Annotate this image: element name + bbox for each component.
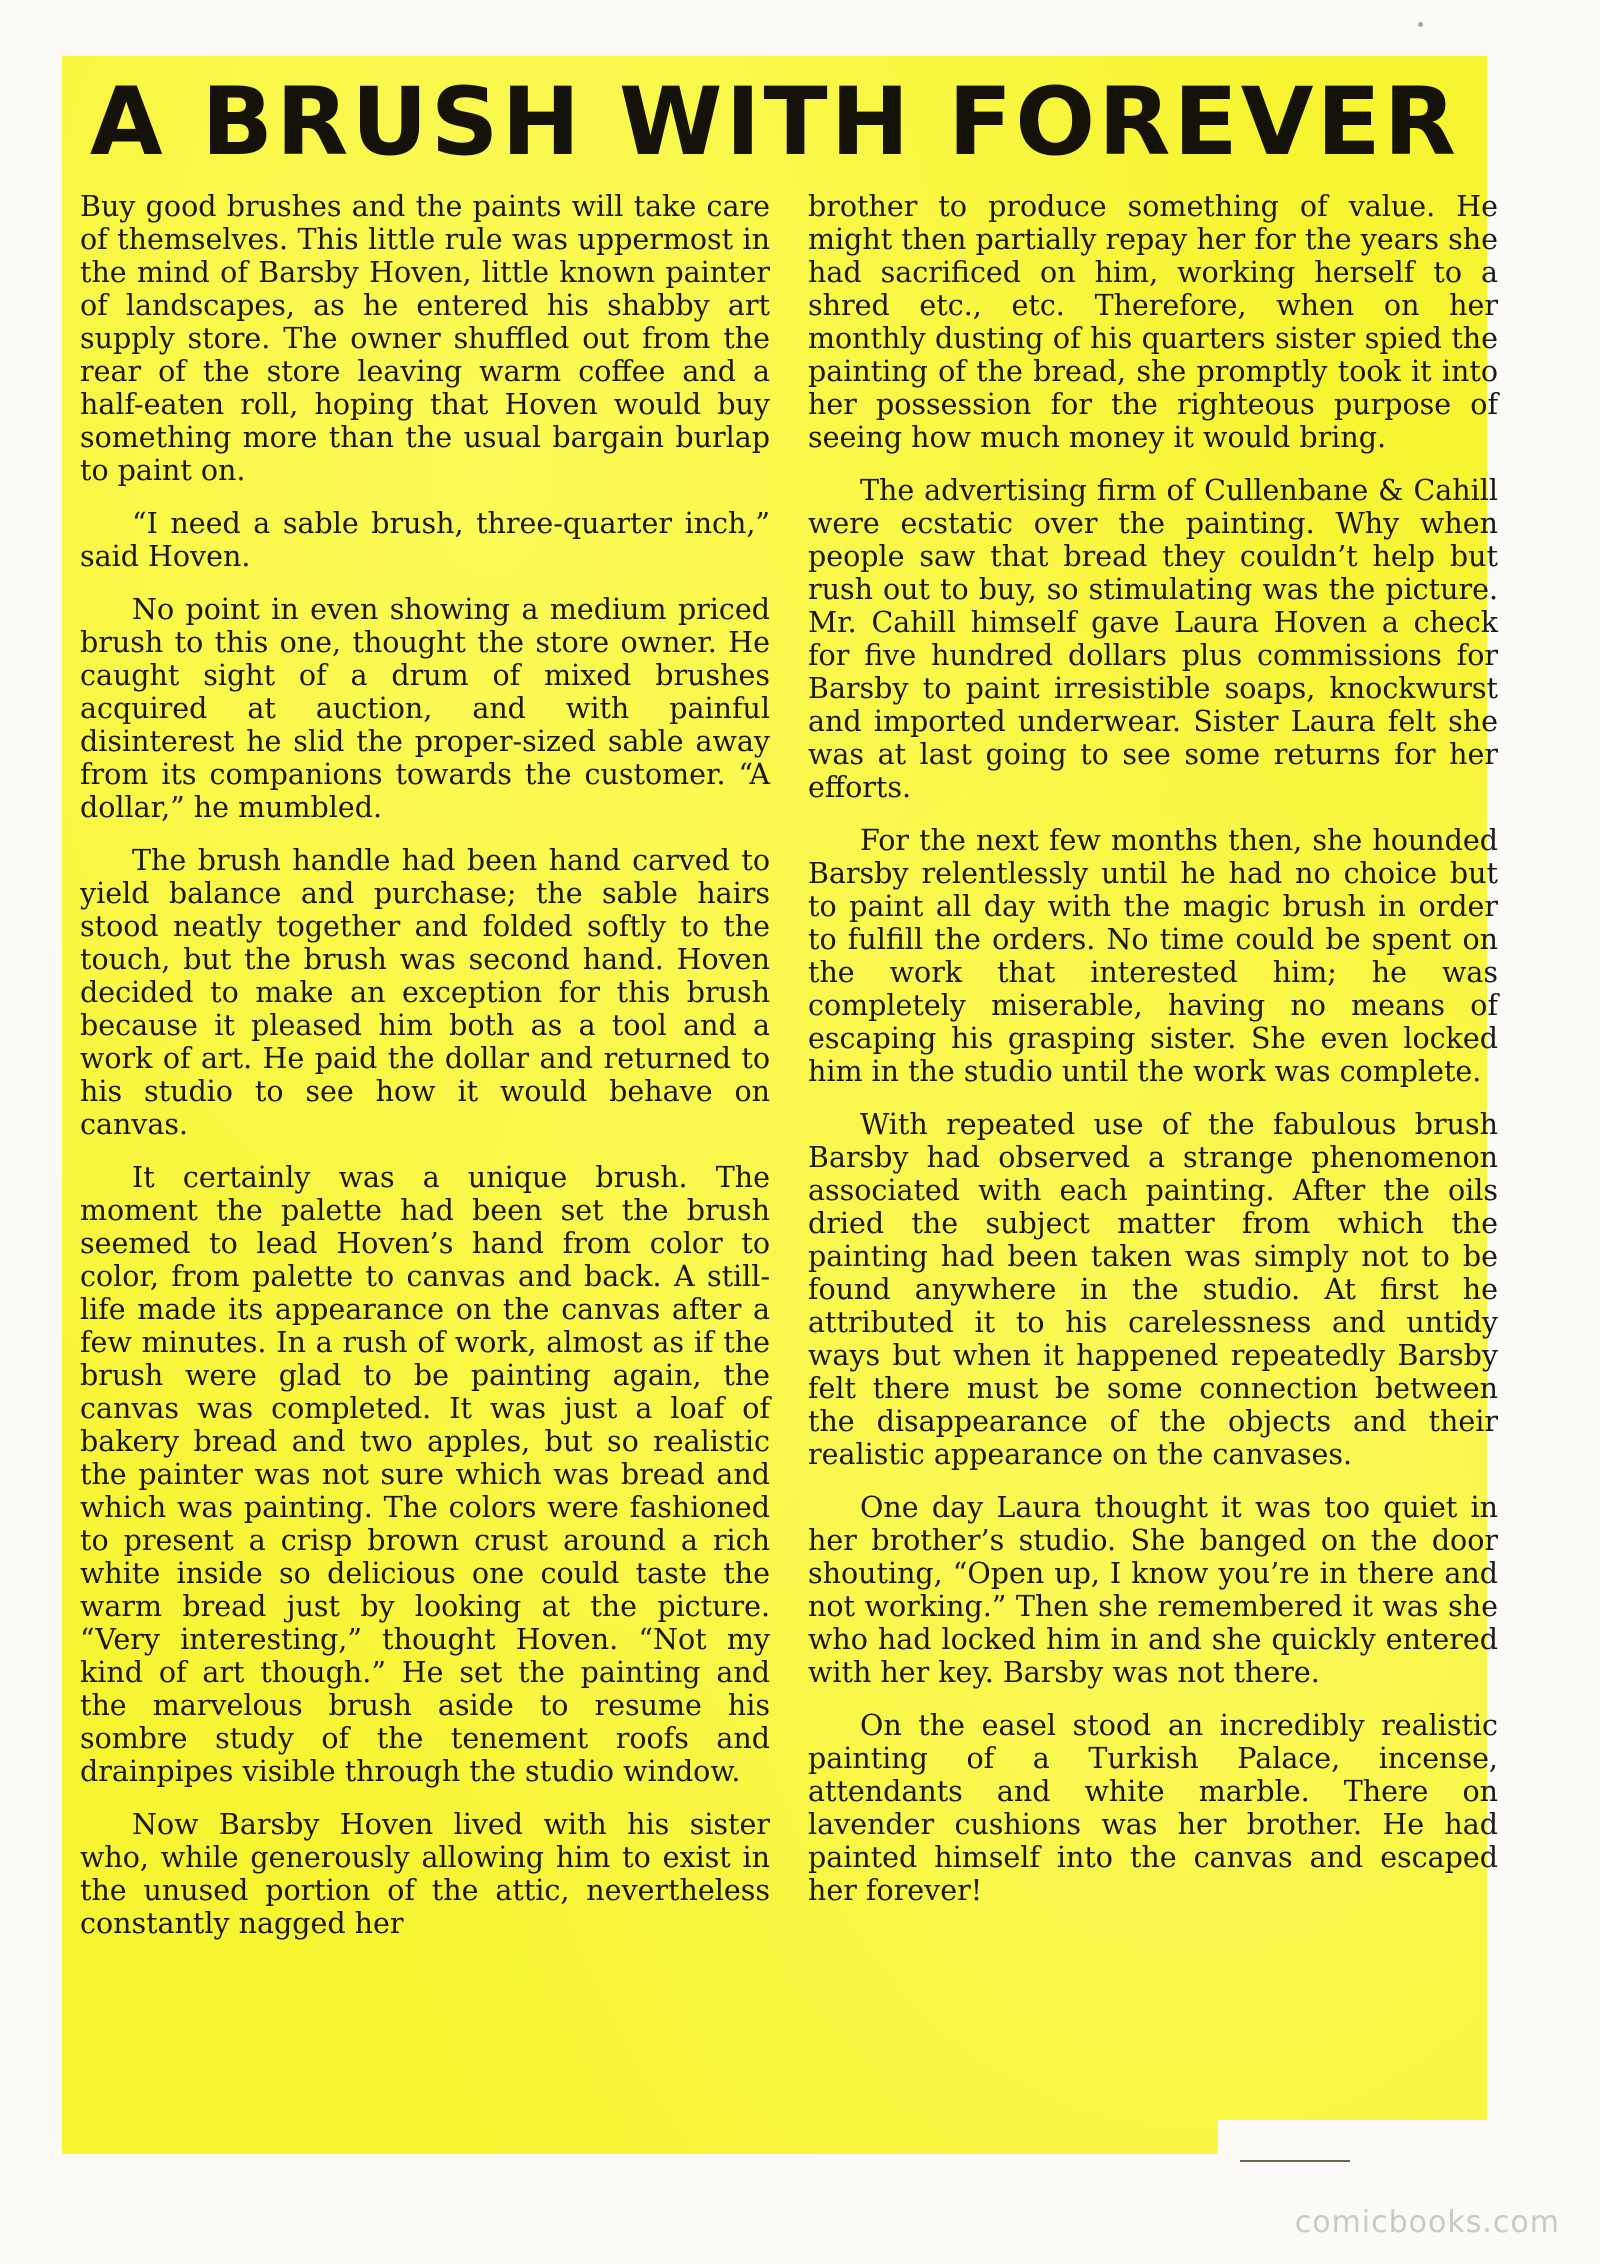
panel-notch xyxy=(1218,2120,1487,2160)
left-column xyxy=(80,190,770,1960)
story-title: A BRUSH WITH FOREVER xyxy=(89,67,1460,177)
paragraph: brother to produce something of value. He might then partially repay her for the years she had sacrificed on him, working herself to a shred etc., etc. Therefore, when on her monthly dusting of his quarters sister spied the painting of the bread, she promptly took it into her possession for the righteous purpose of seeing how much money it would bring. xyxy=(808,190,1498,454)
paragraph: One day Laura thought it was too quiet in her brother’s studio. She banged on the door shouting, “Open up, I know you’re in there and not working.” Then she remembered it was she who had locked him in and she quickly entered with her key. Barsby was not there. xyxy=(808,1491,1498,1689)
paragraph: For the next few months then, she hounded Barsby relentlessly until he had no choice but to paint all day with the magic brush in order to fulfill the orders. No time could be spent on the work that interested him; he was completely miserable, having no means of escaping his grasping sister. She even locked him in the studio until the work was complete. xyxy=(808,824,1498,1088)
site-watermark: comicbooks.com xyxy=(1294,2205,1560,2240)
corner-mark xyxy=(1418,22,1423,27)
end-rule xyxy=(1240,2160,1350,2162)
paragraph: It certainly was a unique brush. The moment the palette had been set the brush seemed to lead Hoven’s hand from color to color, from palette to canvas and back. A still-life made its appearance on the canvas after a few minutes. In a rush of work, almost as if the brush were glad to be painting again, the canvas was completed. It was just a loaf of bakery bread and two apples, but so realistic the painter was not sure which was bread and which was painting. The colors were fashioned to present a crisp brown crust around a rich white inside so delicious one could taste the warm bread just by looking at the picture. “Very interesting,” thought Hoven. “Not my kind of art though.” He set the painting and the marvelous brush aside to resume his sombre study of the tenement roofs and drainpipes visible through the studio window. xyxy=(80,1161,770,1788)
paragraph: Buy good brushes and the paints will take care of themselves. This little rule was uppermost in the mind of Barsby Hoven, little known painter of landscapes, as he entered his shabby art supply store. The owner shuffled out from the rear of the store leaving warm coffee and a half-eaten roll, hoping that Hoven would buy something more than the usual bargain burlap to paint on. xyxy=(80,190,770,487)
paragraph: The advertising firm of Cullenbane & Cahill were ecstatic over the painting. Why when people saw that bread they couldn’t help but rush out to buy, so stimulating was the picture. Mr. Cahill himself gave Laura Hoven a check for five hundred dollars plus commissions for Barsby to paint irresistible soaps, knockwurst and imported underwear. Sister Laura felt she was at last going to see some returns for her efforts. xyxy=(808,474,1498,804)
paragraph: “I need a sable brush, three-quarter inch,” said Hoven. xyxy=(80,507,770,573)
paragraph: On the easel stood an incredibly realistic painting of a Turkish Palace, incense, attendants and white marble. There on lavender cushions was her brother. He had painted himself into the canvas and escaped her forever! xyxy=(808,1709,1498,1907)
paragraph: No point in even showing a medium priced brush to this one, thought the store owner. He caught sight of a drum of mixed brushes acquired at auction, and with painful disinterest he slid the proper-sized sable away from its companions towards the customer. “A dollar,” he mumbled. xyxy=(80,593,770,824)
paragraph: With repeated use of the fabulous brush Barsby had observed a strange phenomenon associated with each painting. After the oils dried the subject matter from which the painting had been taken was simply not to be found anywhere in the studio. At first he attributed it to his carelessness and untidy ways but when it happened repeatedly Barsby felt there must be some connection between the disappearance of the objects and their realistic appearance on the canvases. xyxy=(808,1108,1498,1471)
paragraph: Now Barsby Hoven lived with his sister who, while generously allowing him to exist in the unused portion of the attic, nevertheless constantly nagged her xyxy=(80,1808,770,1940)
paragraph: The brush handle had been hand carved to yield balance and purchase; the sable hairs stood neatly together and folded softly to the touch, but the brush was second hand. Hoven decided to make an exception for this brush because it pleased him both as a tool and a work of art. He paid the dollar and returned to his studio to see how it would behave on canvas. xyxy=(80,844,770,1141)
right-column xyxy=(808,190,1498,1927)
